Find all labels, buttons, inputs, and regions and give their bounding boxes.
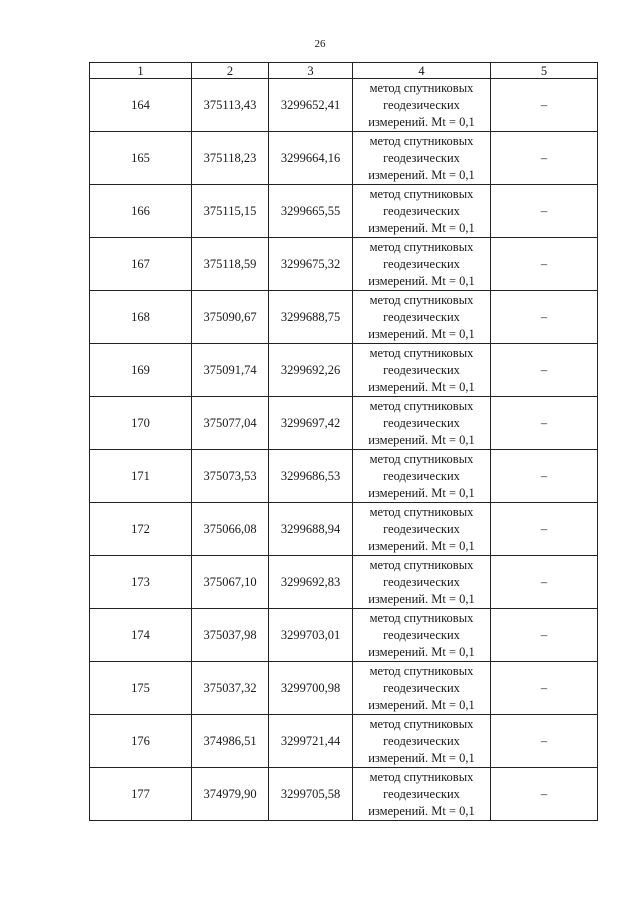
method-cell bbox=[353, 556, 491, 609]
point-number-cell: 173 bbox=[90, 556, 192, 609]
point-number-cell: 171 bbox=[90, 450, 192, 503]
table-row bbox=[90, 185, 598, 238]
point-number-cell: 166 bbox=[90, 185, 192, 238]
method-line-2: геодезических bbox=[383, 97, 460, 112]
y-coordinate-cell: 3299703,01 bbox=[269, 609, 353, 662]
method-cell bbox=[353, 79, 491, 132]
method-cell bbox=[353, 132, 491, 185]
table-row bbox=[90, 450, 598, 503]
method-line-2: геодезических bbox=[383, 256, 460, 271]
table-row bbox=[90, 662, 598, 715]
note-cell: – bbox=[491, 556, 598, 609]
method-line-1: метод спутниковых bbox=[369, 716, 474, 731]
y-coordinate-cell: 3299721,44 bbox=[269, 715, 353, 768]
x-coordinate-cell: 375118,23 bbox=[192, 132, 269, 185]
point-number-cell: 174 bbox=[90, 609, 192, 662]
method-line-3: измерений. Mt = 0,1 bbox=[368, 432, 475, 447]
x-coordinate-cell: 375067,10 bbox=[192, 556, 269, 609]
method-cell bbox=[353, 768, 491, 821]
note-cell: – bbox=[491, 79, 598, 132]
method-line-1: метод спутниковых bbox=[369, 398, 474, 413]
column-header-2: 2 bbox=[192, 63, 269, 79]
x-coordinate-cell: 375115,15 bbox=[192, 185, 269, 238]
table-row bbox=[90, 132, 598, 185]
coordinates-table bbox=[89, 62, 598, 821]
method-cell bbox=[353, 503, 491, 556]
y-coordinate-cell: 3299705,58 bbox=[269, 768, 353, 821]
method-line-3: измерений. Mt = 0,1 bbox=[368, 485, 475, 500]
table-header-row bbox=[90, 63, 598, 79]
table-row bbox=[90, 238, 598, 291]
x-coordinate-cell: 375077,04 bbox=[192, 397, 269, 450]
method-cell bbox=[353, 185, 491, 238]
note-cell: – bbox=[491, 715, 598, 768]
method-line-1: метод спутниковых bbox=[369, 239, 474, 254]
method-line-1: метод спутниковых bbox=[369, 663, 474, 678]
x-coordinate-cell: 374979,90 bbox=[192, 768, 269, 821]
method-cell bbox=[353, 450, 491, 503]
point-number-cell: 170 bbox=[90, 397, 192, 450]
method-line-2: геодезических bbox=[383, 150, 460, 165]
method-line-2: геодезических bbox=[383, 627, 460, 642]
y-coordinate-cell: 3299686,53 bbox=[269, 450, 353, 503]
method-line-2: геодезических bbox=[383, 680, 460, 695]
method-line-2: геодезических bbox=[383, 786, 460, 801]
note-cell: – bbox=[491, 450, 598, 503]
method-line-1: метод спутниковых bbox=[369, 80, 474, 95]
method-line-1: метод спутниковых bbox=[369, 769, 474, 784]
x-coordinate-cell: 375066,08 bbox=[192, 503, 269, 556]
y-coordinate-cell: 3299700,98 bbox=[269, 662, 353, 715]
method-line-1: метод спутниковых bbox=[369, 610, 474, 625]
table-row bbox=[90, 556, 598, 609]
point-number-cell: 167 bbox=[90, 238, 192, 291]
method-cell bbox=[353, 609, 491, 662]
x-coordinate-cell: 375037,32 bbox=[192, 662, 269, 715]
point-number-cell: 164 bbox=[90, 79, 192, 132]
table-row bbox=[90, 397, 598, 450]
note-cell: – bbox=[491, 662, 598, 715]
method-line-3: измерений. Mt = 0,1 bbox=[368, 538, 475, 553]
y-coordinate-cell: 3299697,42 bbox=[269, 397, 353, 450]
method-line-1: метод спутниковых bbox=[369, 292, 474, 307]
y-coordinate-cell: 3299675,32 bbox=[269, 238, 353, 291]
table-row bbox=[90, 503, 598, 556]
method-line-3: измерений. Mt = 0,1 bbox=[368, 220, 475, 235]
point-number-cell: 172 bbox=[90, 503, 192, 556]
point-number-cell: 175 bbox=[90, 662, 192, 715]
point-number-cell: 169 bbox=[90, 344, 192, 397]
table-row bbox=[90, 609, 598, 662]
method-line-2: геодезических bbox=[383, 521, 460, 536]
x-coordinate-cell: 375091,74 bbox=[192, 344, 269, 397]
method-line-2: геодезических bbox=[383, 309, 460, 324]
table-row bbox=[90, 768, 598, 821]
method-line-3: измерений. Mt = 0,1 bbox=[368, 591, 475, 606]
y-coordinate-cell: 3299652,41 bbox=[269, 79, 353, 132]
method-line-1: метод спутниковых bbox=[369, 504, 474, 519]
method-cell bbox=[353, 397, 491, 450]
column-header-1: 1 bbox=[90, 63, 192, 79]
method-cell bbox=[353, 662, 491, 715]
note-cell: – bbox=[491, 609, 598, 662]
column-header-5: 5 bbox=[491, 63, 598, 79]
y-coordinate-cell: 3299692,83 bbox=[269, 556, 353, 609]
note-cell: – bbox=[491, 344, 598, 397]
point-number-cell: 165 bbox=[90, 132, 192, 185]
point-number-cell: 177 bbox=[90, 768, 192, 821]
method-line-2: геодезических bbox=[383, 468, 460, 483]
method-cell bbox=[353, 344, 491, 397]
x-coordinate-cell: 375037,98 bbox=[192, 609, 269, 662]
table-row bbox=[90, 79, 598, 132]
note-cell: – bbox=[491, 768, 598, 821]
x-coordinate-cell: 375118,59 bbox=[192, 238, 269, 291]
method-line-1: метод спутниковых bbox=[369, 345, 474, 360]
note-cell: – bbox=[491, 397, 598, 450]
method-line-3: измерений. Mt = 0,1 bbox=[368, 273, 475, 288]
y-coordinate-cell: 3299665,55 bbox=[269, 185, 353, 238]
table-row bbox=[90, 344, 598, 397]
note-cell: – bbox=[491, 132, 598, 185]
method-line-3: измерений. Mt = 0,1 bbox=[368, 803, 475, 818]
y-coordinate-cell: 3299664,16 bbox=[269, 132, 353, 185]
method-line-3: измерений. Mt = 0,1 bbox=[368, 379, 475, 394]
method-line-3: измерений. Mt = 0,1 bbox=[368, 697, 475, 712]
method-cell bbox=[353, 715, 491, 768]
note-cell: – bbox=[491, 291, 598, 344]
method-line-1: метод спутниковых bbox=[369, 133, 474, 148]
table-row bbox=[90, 291, 598, 344]
method-line-1: метод спутниковых bbox=[369, 557, 474, 572]
method-line-1: метод спутниковых bbox=[369, 451, 474, 466]
column-header-4: 4 bbox=[353, 63, 491, 79]
x-coordinate-cell: 375073,53 bbox=[192, 450, 269, 503]
page-number: 26 bbox=[314, 38, 326, 50]
method-line-2: геодезических bbox=[383, 362, 460, 377]
method-line-3: измерений. Mt = 0,1 bbox=[368, 750, 475, 765]
method-line-3: измерений. Mt = 0,1 bbox=[368, 326, 475, 341]
method-line-1: метод спутниковых bbox=[369, 186, 474, 201]
point-number-cell: 168 bbox=[90, 291, 192, 344]
column-header-3: 3 bbox=[269, 63, 353, 79]
method-line-3: измерений. Mt = 0,1 bbox=[368, 114, 475, 129]
table-body bbox=[90, 79, 598, 821]
method-cell bbox=[353, 238, 491, 291]
note-cell: – bbox=[491, 503, 598, 556]
point-number-cell: 176 bbox=[90, 715, 192, 768]
method-line-2: геодезических bbox=[383, 574, 460, 589]
method-line-2: геодезических bbox=[383, 203, 460, 218]
y-coordinate-cell: 3299688,75 bbox=[269, 291, 353, 344]
method-cell bbox=[353, 291, 491, 344]
y-coordinate-cell: 3299688,94 bbox=[269, 503, 353, 556]
method-line-2: геодезических bbox=[383, 733, 460, 748]
y-coordinate-cell: 3299692,26 bbox=[269, 344, 353, 397]
method-line-3: измерений. Mt = 0,1 bbox=[368, 167, 475, 182]
table-row bbox=[90, 715, 598, 768]
method-line-3: измерений. Mt = 0,1 bbox=[368, 644, 475, 659]
x-coordinate-cell: 375090,67 bbox=[192, 291, 269, 344]
x-coordinate-cell: 374986,51 bbox=[192, 715, 269, 768]
note-cell: – bbox=[491, 185, 598, 238]
method-line-2: геодезических bbox=[383, 415, 460, 430]
note-cell: – bbox=[491, 238, 598, 291]
x-coordinate-cell: 375113,43 bbox=[192, 79, 269, 132]
